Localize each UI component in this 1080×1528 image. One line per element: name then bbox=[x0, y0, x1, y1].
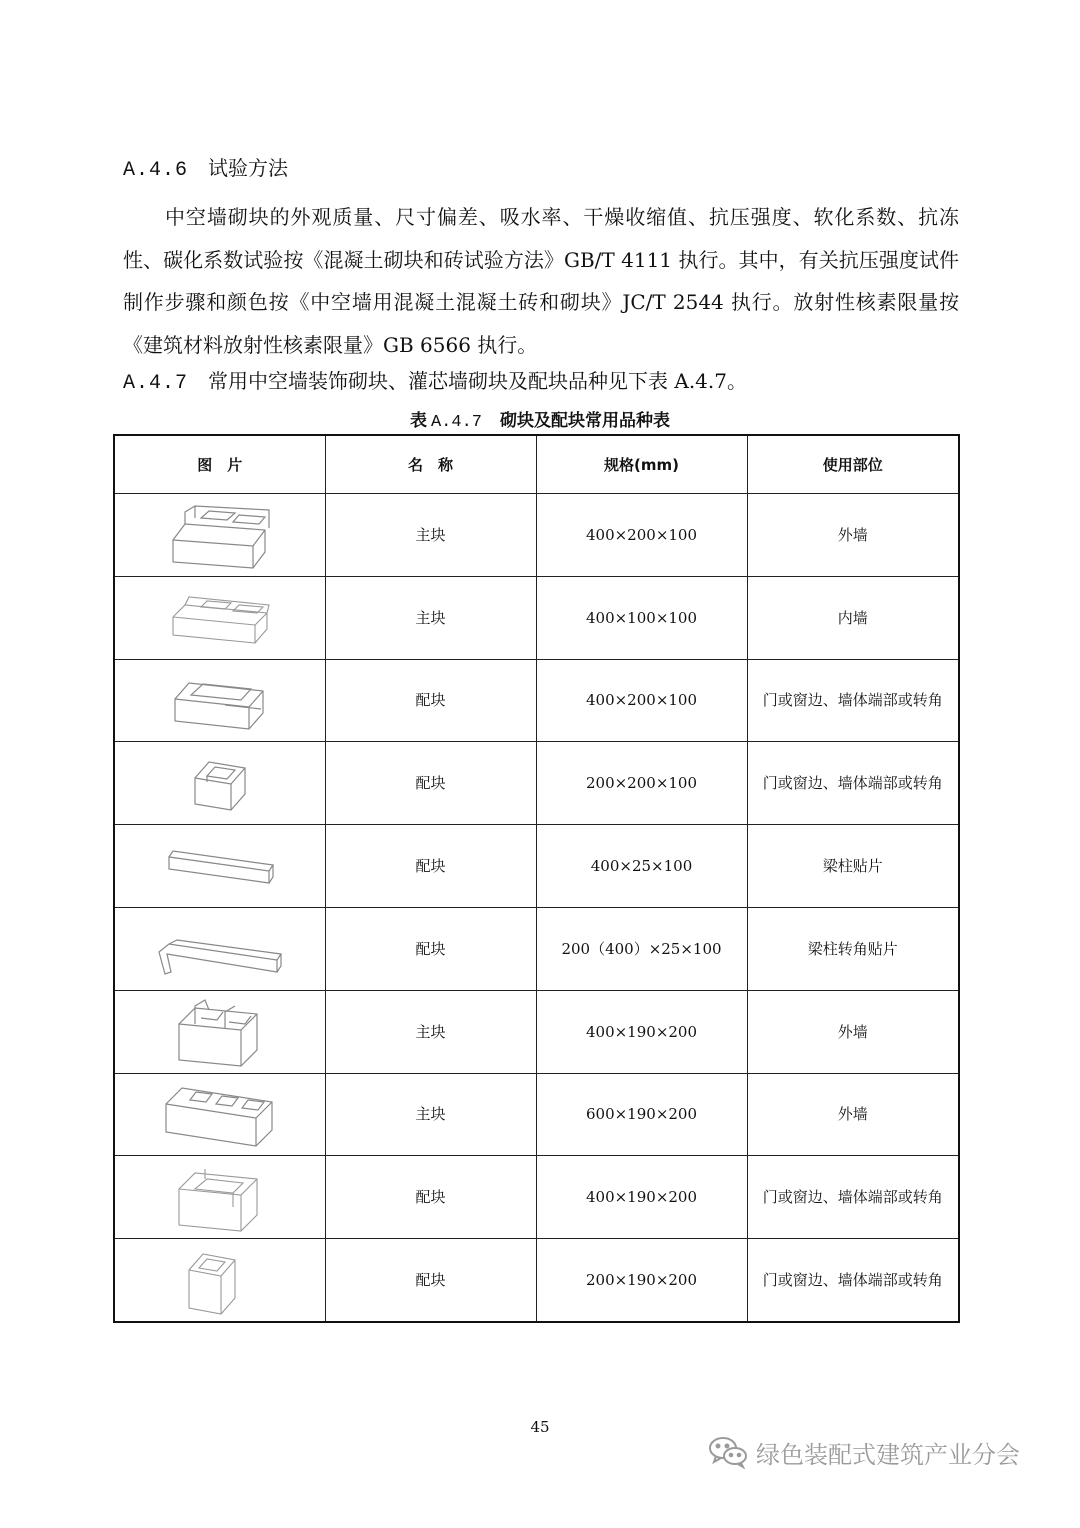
block-name: 主块 bbox=[325, 576, 536, 659]
block-types-table bbox=[113, 434, 960, 1323]
table-row bbox=[114, 825, 959, 908]
section-heading-a47 bbox=[123, 367, 747, 398]
tall-end-block-icon bbox=[165, 1159, 275, 1235]
header-usage: 使用部位 bbox=[747, 435, 959, 494]
block-image-cell bbox=[114, 576, 325, 659]
table-caption bbox=[0, 409, 1080, 435]
block-usage: 门或窗边、墙体端部或转角 bbox=[747, 1156, 959, 1239]
section-number: A.4.6 bbox=[123, 159, 189, 182]
block-name: 主块 bbox=[325, 990, 536, 1073]
block-name: 主块 bbox=[325, 494, 536, 577]
block-usage: 门或窗边、墙体端部或转角 bbox=[747, 1239, 959, 1322]
long-block-icon bbox=[160, 1076, 280, 1152]
block-name: 配块 bbox=[325, 659, 536, 742]
block-spec: 400×190×200 bbox=[536, 990, 747, 1073]
block-image-cell bbox=[114, 907, 325, 990]
wechat-icon bbox=[708, 1435, 748, 1469]
tall-block-icon bbox=[165, 994, 275, 1070]
page-number: 45 bbox=[530, 1418, 550, 1436]
block-name: 配块 bbox=[325, 1239, 536, 1322]
block-name: 配块 bbox=[325, 907, 536, 990]
header-spec: 规格(mm) bbox=[536, 435, 747, 494]
block-usage: 外墙 bbox=[747, 1073, 959, 1156]
block-image-cell bbox=[114, 990, 325, 1073]
block-spec: 600×190×200 bbox=[536, 1073, 747, 1156]
section-heading-a46 bbox=[123, 154, 288, 185]
section-title: 常用中空墙装饰砌块、灌芯墙砌块及配块品种见下表 A.4.7。 bbox=[208, 369, 747, 393]
header-image: 图 片 bbox=[114, 435, 325, 494]
table-row bbox=[114, 494, 959, 577]
block-image-cell bbox=[114, 825, 325, 908]
block-name: 主块 bbox=[325, 1073, 536, 1156]
block-image-cell bbox=[114, 1239, 325, 1322]
block-spec: 400×100×100 bbox=[536, 576, 747, 659]
table-header-row bbox=[114, 435, 959, 494]
block-image-cell bbox=[114, 659, 325, 742]
block-spec: 200（400）×25×100 bbox=[536, 907, 747, 990]
block-usage: 外墙 bbox=[747, 990, 959, 1073]
block-name: 配块 bbox=[325, 742, 536, 825]
block-image-cell bbox=[114, 494, 325, 577]
tall-half-block-icon bbox=[165, 1242, 275, 1318]
section-number: A.4.7 bbox=[123, 372, 189, 395]
table-row bbox=[114, 1073, 959, 1156]
corner-strip-icon bbox=[155, 914, 285, 984]
section-title: 试验方法 bbox=[208, 156, 289, 180]
caption-title: 砌块及配块常用品种表 bbox=[500, 411, 670, 431]
block-spec: 400×200×100 bbox=[536, 659, 747, 742]
table-row bbox=[114, 1156, 959, 1239]
body-paragraph: 中空墙砌块的外观质量、尺寸偏差、吸水率、干燥收缩值、抗压强度、软化系数、抗冻性、碳化系数试验按《混凝土砌块和砖试验方法》GB/T 4111 执行。其中，有关抗压强度试件制作步骤和颜色按《中空墙用混凝土混凝土砖和砌块》JC/T 2544 执行。放射性核素限量按《建筑材料放射性核素限量》GB 6566 执行。 bbox=[123, 205, 959, 357]
block-usage: 门或窗边、墙体端部或转角 bbox=[747, 742, 959, 825]
block-usage: 外墙 bbox=[747, 494, 959, 577]
half-block-icon bbox=[165, 748, 275, 818]
block-name: 配块 bbox=[325, 825, 536, 908]
block-spec: 200×190×200 bbox=[536, 1239, 747, 1322]
caption-number: A.4.7 bbox=[430, 413, 482, 432]
block-image-cell bbox=[114, 742, 325, 825]
watermark-text: 绿色装配式建筑产业分会 bbox=[756, 1440, 1020, 1469]
block-usage: 梁柱转角贴片 bbox=[747, 907, 959, 990]
block-spec: 400×200×100 bbox=[536, 494, 747, 577]
table-row bbox=[114, 907, 959, 990]
block-image-cell bbox=[114, 1073, 325, 1156]
hollow-block-2cavity-icon bbox=[165, 500, 275, 570]
table-row bbox=[114, 742, 959, 825]
block-spec: 400×190×200 bbox=[536, 1156, 747, 1239]
facing-strip-icon bbox=[165, 831, 275, 901]
table-row bbox=[114, 1239, 959, 1322]
block-spec: 400×25×100 bbox=[536, 825, 747, 908]
block-image-cell bbox=[114, 1156, 325, 1239]
table-row bbox=[114, 990, 959, 1073]
table-row bbox=[114, 659, 959, 742]
block-usage: 内墙 bbox=[747, 576, 959, 659]
watermark bbox=[708, 1432, 1020, 1472]
block-usage: 门或窗边、墙体端部或转角 bbox=[747, 659, 959, 742]
end-block-icon bbox=[165, 665, 275, 735]
caption-prefix: 表 bbox=[409, 411, 427, 431]
header-name: 名 称 bbox=[325, 435, 536, 494]
table-row bbox=[114, 576, 959, 659]
block-usage: 梁柱贴片 bbox=[747, 825, 959, 908]
block-name: 配块 bbox=[325, 1156, 536, 1239]
hollow-block-2cavity-icon bbox=[165, 583, 275, 653]
block-spec: 200×200×100 bbox=[536, 742, 747, 825]
